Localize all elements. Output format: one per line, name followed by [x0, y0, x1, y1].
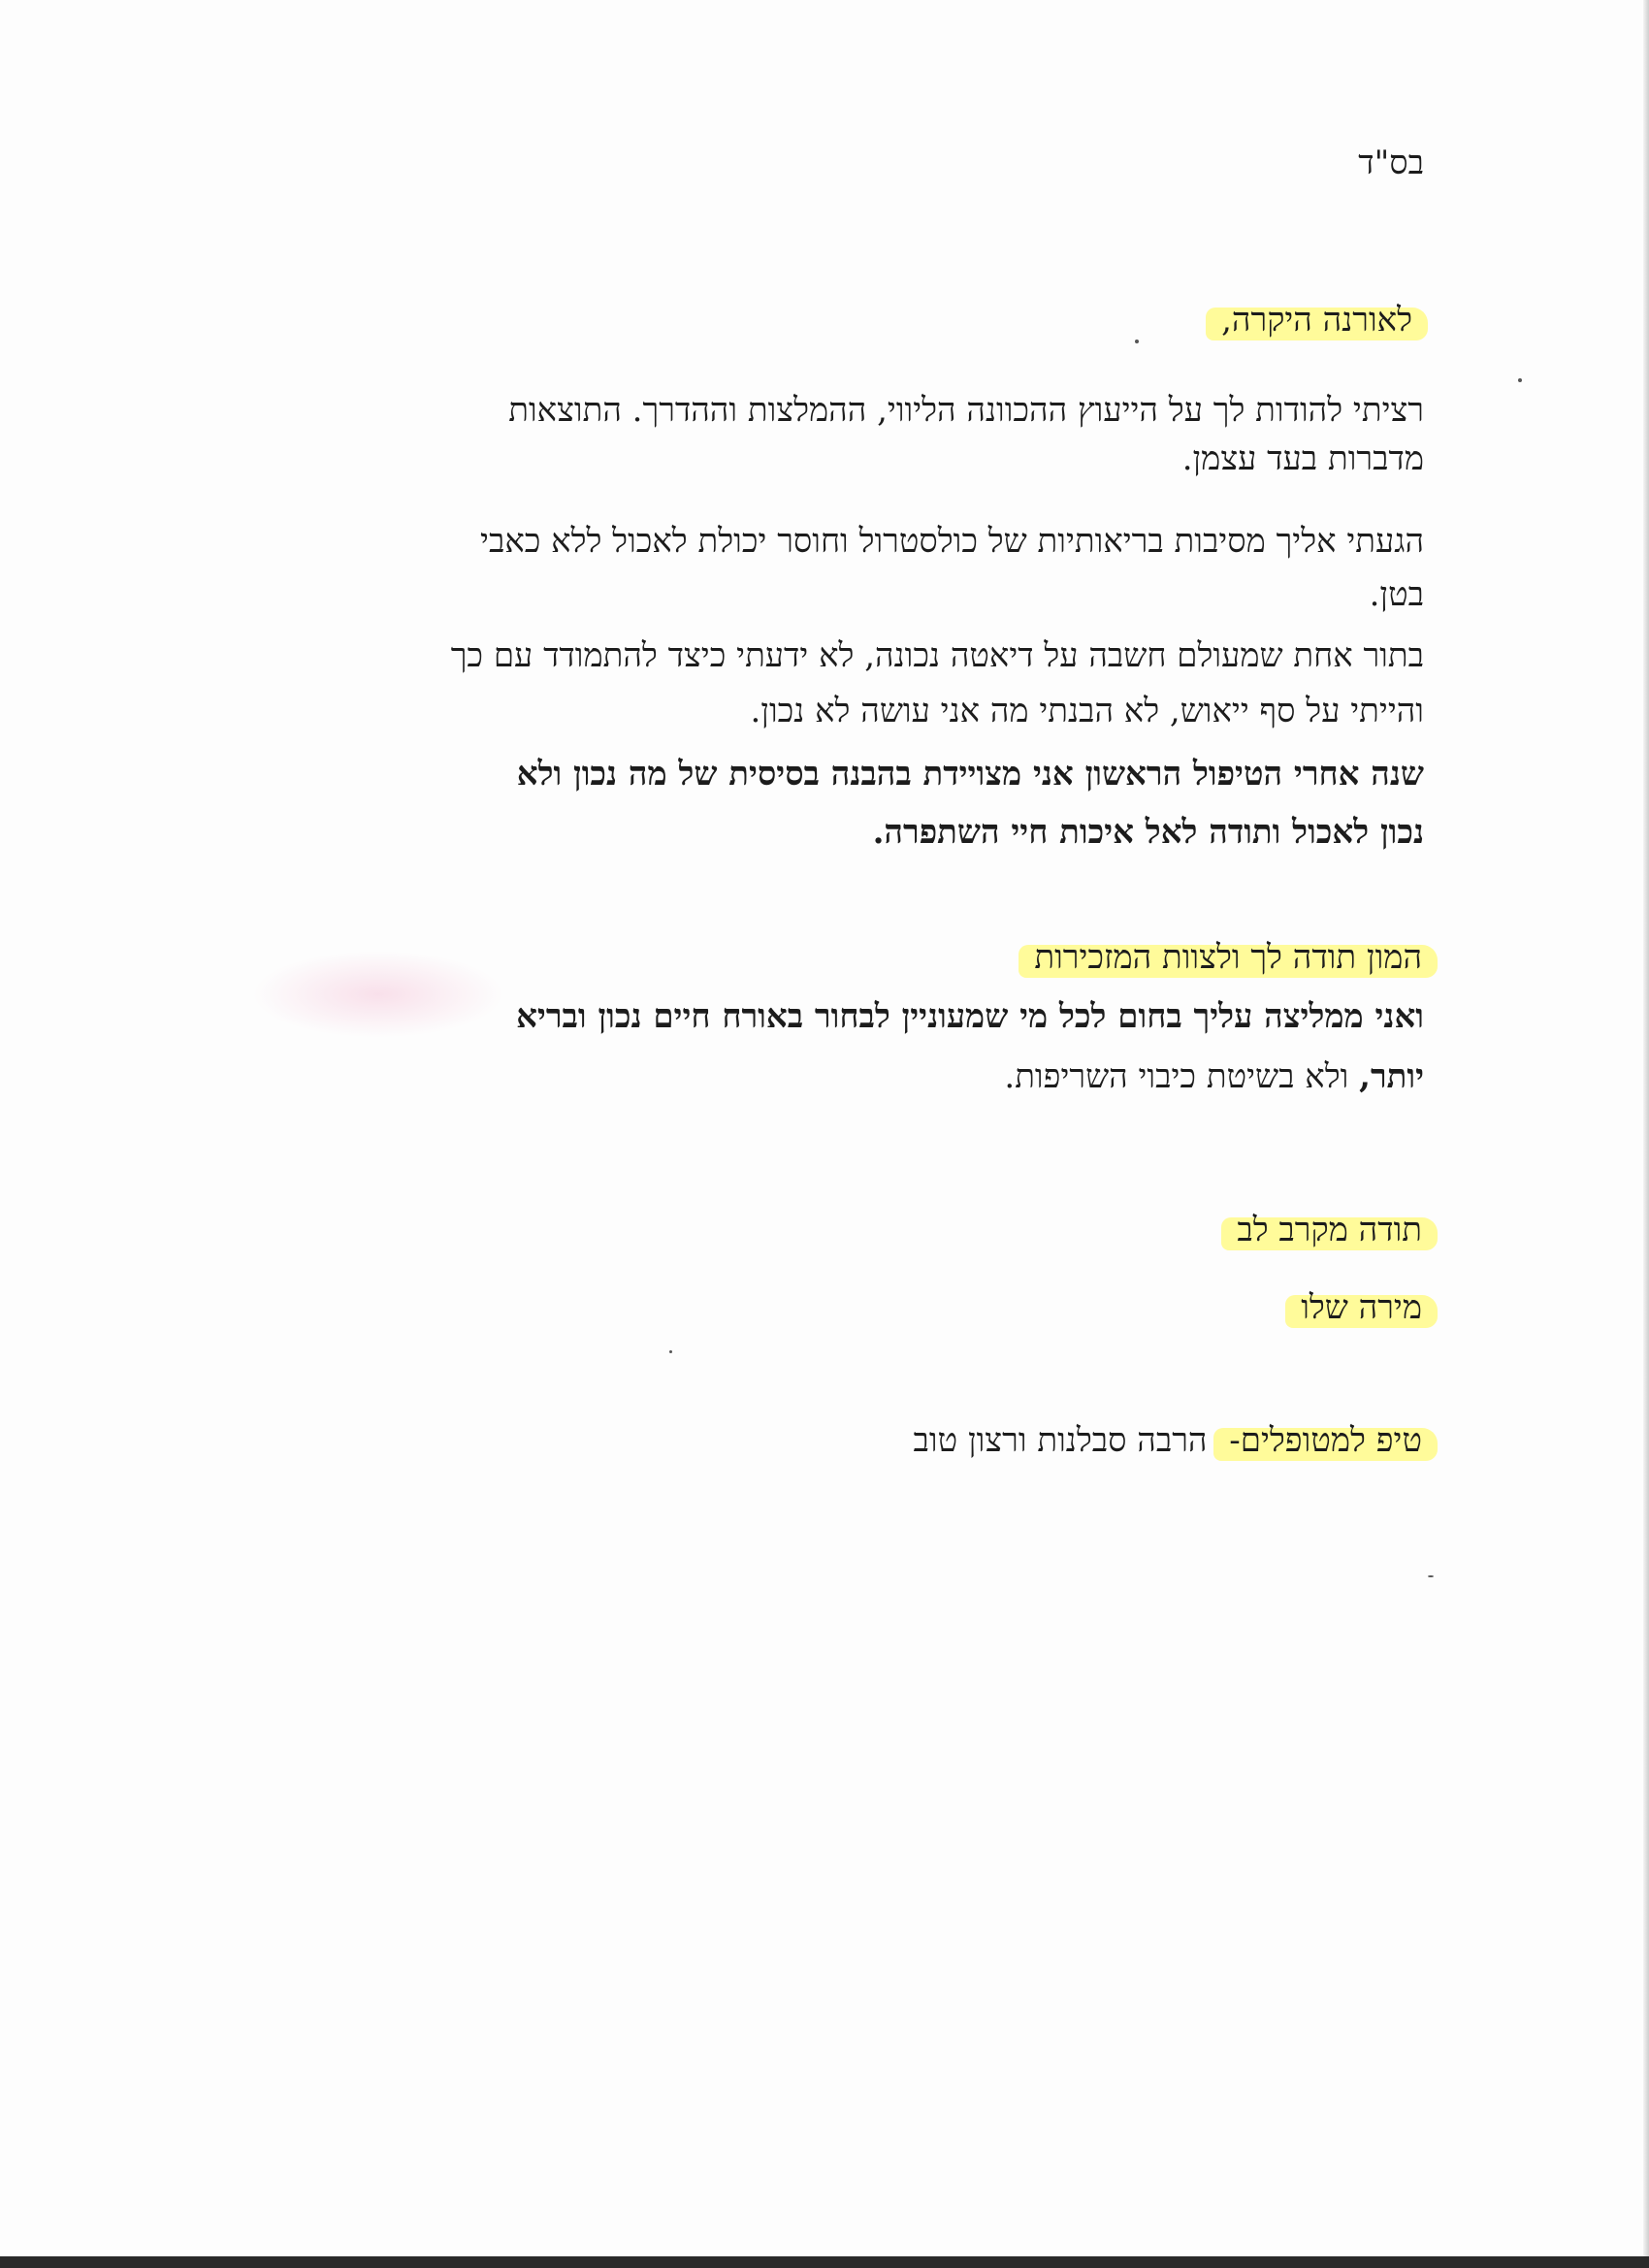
recommend-bold-word: יותר, [1359, 1057, 1424, 1096]
paragraph-2-line-4: והייתי על סף ייאוש, לא הבנתי מה אני עושה לא נכון. [750, 692, 1424, 730]
scan-bottom-edge [0, 2256, 1649, 2268]
recommend-line-2 [1004, 1054, 1424, 1099]
signature-text: מירה שלו [1289, 1285, 1434, 1330]
paragraph-2-line-1: הגעתי אליך מסיבות בריאותיות של כולסטרול וחוסר יכולת לאכול ללא כאבי [480, 522, 1424, 561]
paragraph-2-line-2: בטן. [1369, 575, 1424, 614]
paragraph-1-line-2: מדברות בעד עצמן. [1181, 439, 1424, 478]
tip-label: טיפ למטופלים- [1217, 1418, 1434, 1463]
paragraph-2-bold-line-2: נכון לאכול ותודה לאל איכות חיי השתפרה. [872, 813, 1424, 852]
greeting-text: לאורנה היקרה, [1210, 298, 1424, 342]
speck [1518, 378, 1522, 382]
header-bsd: בס"ד [1358, 144, 1424, 182]
recommend-line-1: ואני ממליצה עליך בחום לכל מי שמעוניין לבחור באורח חיים נכון ובריא [516, 997, 1424, 1036]
pink-smudge [252, 951, 504, 1038]
thanks-team [1022, 935, 1434, 980]
speck [1428, 1575, 1434, 1577]
paragraph-2-line-3: בתור אחת שמעולם חשבה על דיאטה נכונה, לא ידעתי כיצד להתמודד עם כך [450, 636, 1424, 675]
closing-text: תודה מקרב לב [1225, 1208, 1434, 1252]
recommend-tail: ולא בשיטת כיבוי השריפות. [1004, 1057, 1360, 1096]
signature [1289, 1285, 1434, 1330]
thanks-team-text: המון תודה לך ולצוות המזכירות [1022, 935, 1434, 980]
greeting [1210, 298, 1424, 342]
tip-text: הרבה סבלנות ורצון טוב [913, 1421, 1218, 1460]
scan-right-edge [1643, 0, 1649, 2268]
speck [669, 1350, 672, 1353]
paragraph-1-line-1: רציתי להודות לך על הייעוץ ההכוונה הליווי, ההמלצות וההדרך. התוצאות [508, 391, 1424, 430]
tip-line [914, 1418, 1434, 1463]
paragraph-2-bold-line-1: שנה אחרי הטיפול הראשון אני מצויידת בהבנה בסיסית של מה נכון ולא [516, 755, 1424, 794]
closing [1225, 1208, 1434, 1252]
speck [1135, 340, 1139, 343]
